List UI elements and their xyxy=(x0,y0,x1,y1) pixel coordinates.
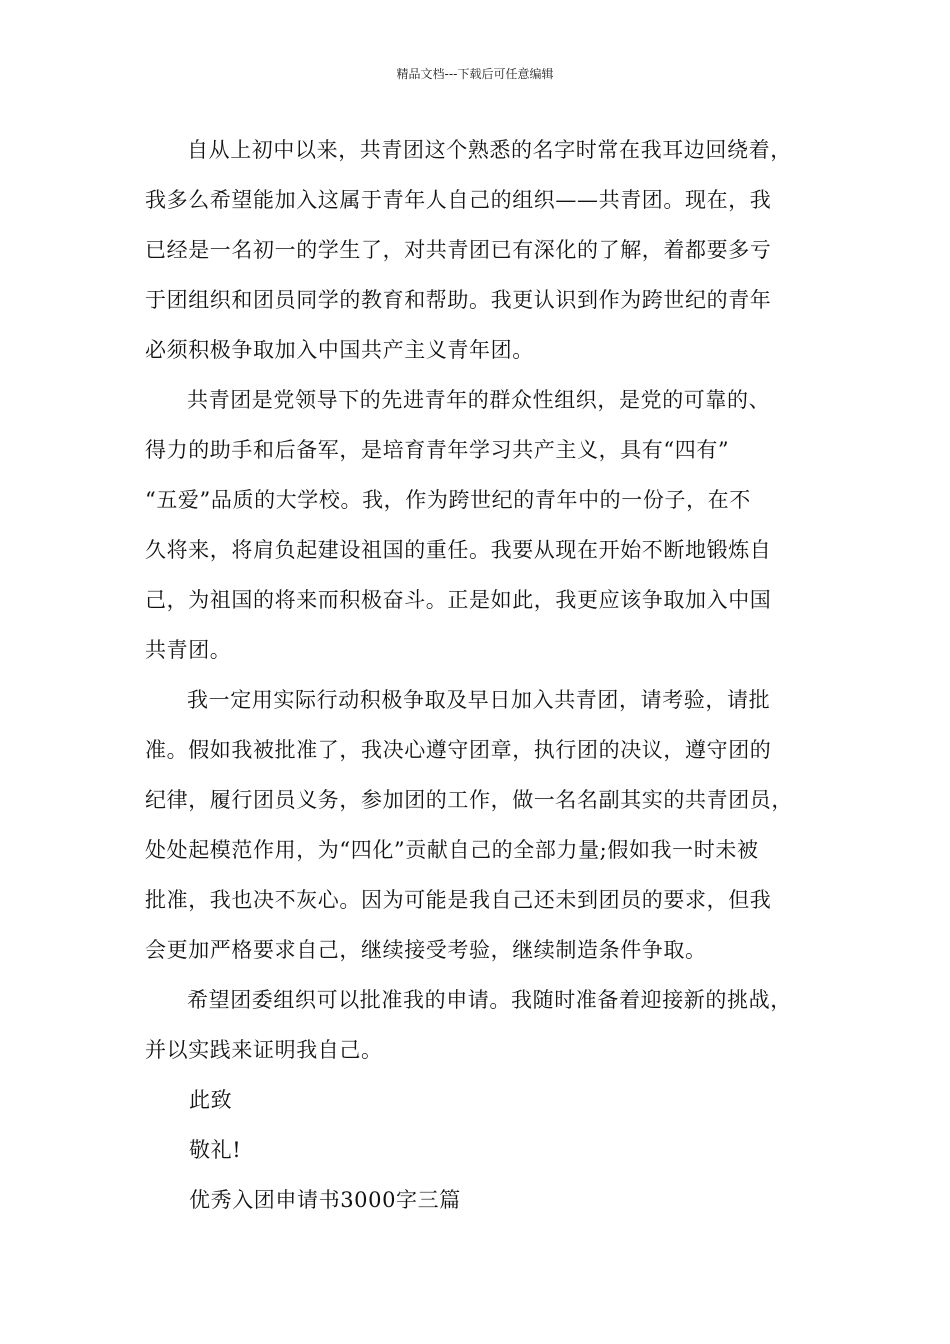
document-body xyxy=(145,125,835,1225)
text-line: 希望团委组织可以批准我的申请。我随时准备着迎接新的挑战， xyxy=(187,988,792,1012)
text-line: 共青团。 xyxy=(145,638,232,662)
page-header: 精品文档---下载后可任意编辑 xyxy=(396,67,554,81)
text-line: 于团组织和团员同学的教育和帮助。我更认识到作为跨世纪的青年 xyxy=(145,288,772,312)
next-article-title: 优秀入团申请书3000字三篇 xyxy=(189,1188,461,1212)
text-line: 我一定用实际行动积极争取及早日加入共青团，请考验，请批 xyxy=(187,688,771,712)
text-line: 共青团是党领导下的先进青年的群众性组织，是党的可靠的、 xyxy=(187,388,771,412)
text-line: 自从上初中以来，共青团这个熟悉的名字时常在我耳边回绕着， xyxy=(187,138,792,162)
text-line: 并以实践来证明我自己。 xyxy=(145,1038,383,1062)
paragraph-4 xyxy=(145,975,835,1075)
closing-salutation: 此致 xyxy=(189,1088,233,1112)
paragraph-2 xyxy=(145,375,835,675)
text-line: 己，为祖国的将来而积极奋斗。正是如此，我更应该争取加入中国 xyxy=(145,588,772,612)
text-line: 批准，我也决不灰心。因为可能是我自己还未到团员的要求，但我 xyxy=(145,888,772,912)
paragraph-1 xyxy=(145,125,835,375)
text-line: 处处起模范作用，为“四化”贡献自己的全部力量;假如我一时未被 xyxy=(145,838,759,862)
text-line: “五爱”品质的大学校。我，作为跨世纪的青年中的一份子，在不 xyxy=(145,488,751,512)
paragraph-3 xyxy=(145,675,835,975)
text-line: 纪律，履行团员义务，参加团的工作，做一名名副其实的共青团员， xyxy=(145,788,793,812)
text-line: 会更加严格要求自己，继续接受考验，继续制造条件争取。 xyxy=(145,938,707,962)
text-line: 准。假如我被批准了，我决心遵守团章，执行团的决议，遵守团的 xyxy=(145,738,772,762)
text-line: 得力的助手和后备军，是培育青年学习共产主义，具有“四有” xyxy=(145,438,730,462)
text-line: 我多么希望能加入这属于青年人自己的组织——共青团。现在，我 xyxy=(145,188,772,212)
text-line: 已经是一名初一的学生了，对共青团已有深化的了解，着都要多亏 xyxy=(145,238,772,262)
text-line: 久将来，将肩负起建设祖国的重任。我要从现在开始不断地锻炼自 xyxy=(145,538,772,562)
closing-regards: 敬礼! xyxy=(189,1138,242,1162)
text-line: 必须积极争取加入中国共产主义青年团。 xyxy=(145,338,534,362)
